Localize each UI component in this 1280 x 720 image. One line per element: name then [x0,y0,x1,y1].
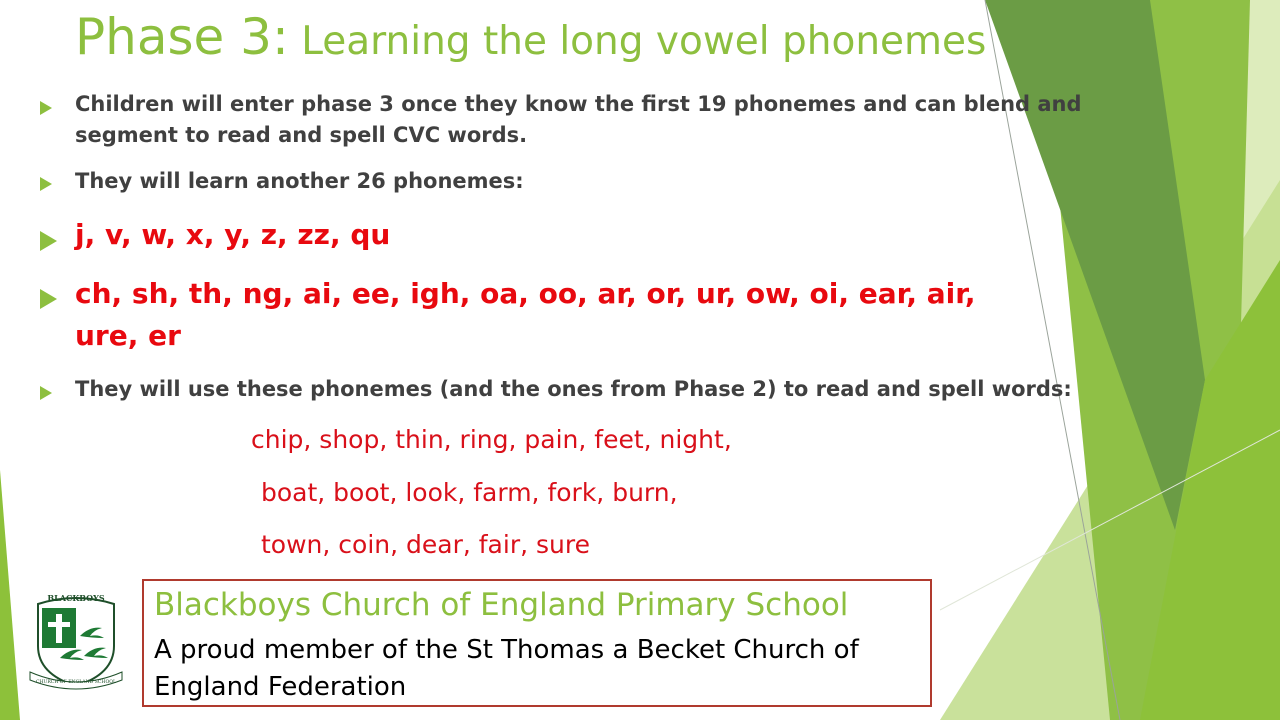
phoneme-list: j, v, w, x, y, z, zz, qu [75,218,391,251]
example-words-line: chip, shop, thin, ring, pain, feet, night, [251,425,732,454]
bullet-arrow-icon [40,381,52,400]
example-words-line: boat, boot, look, farm, fork, burn, [261,478,678,507]
bullet-text: They will use these phonemes (and the ones from Phase 2) to read and spell words: [75,377,1072,401]
bullet-arrow-icon [40,172,52,191]
school-name: Blackboys Church of England Primary School [154,587,849,623]
svg-text:BLACKBOYS: BLACKBOYS [47,593,105,603]
slide-title [75,8,986,66]
bullet-arrow-icon [40,280,57,309]
title-lead: Phase 3: [75,8,289,66]
school-crest-icon [26,588,126,692]
federation-line: England Federation [154,672,407,702]
svg-text:CHURCH OF ENGLAND SCHOOL: CHURCH OF ENGLAND SCHOOL [35,680,117,685]
phoneme-list: ch, sh, th, ng, ai, ee, igh, oa, oo, ar, or, ur, ow, oi, ear, air, ure, er [75,277,976,352]
bg-shape-left [0,470,20,720]
school-info-box [142,579,932,707]
bullet-arrow-icon [40,96,52,115]
example-words-line: town, coin, dear, fair, sure [261,530,590,559]
bullet-text: Children will enter phase 3 once they know the first 19 phonemes and can blend and segment to read and spell CVC words. [75,92,1082,147]
bullet-text: They will learn another 26 phonemes: [75,169,524,193]
federation-line: A proud member of the St Thomas a Becket Church of [154,635,859,665]
bullet-arrow-icon [40,222,57,251]
title-rest: Learning the long vowel phonemes [288,19,987,64]
